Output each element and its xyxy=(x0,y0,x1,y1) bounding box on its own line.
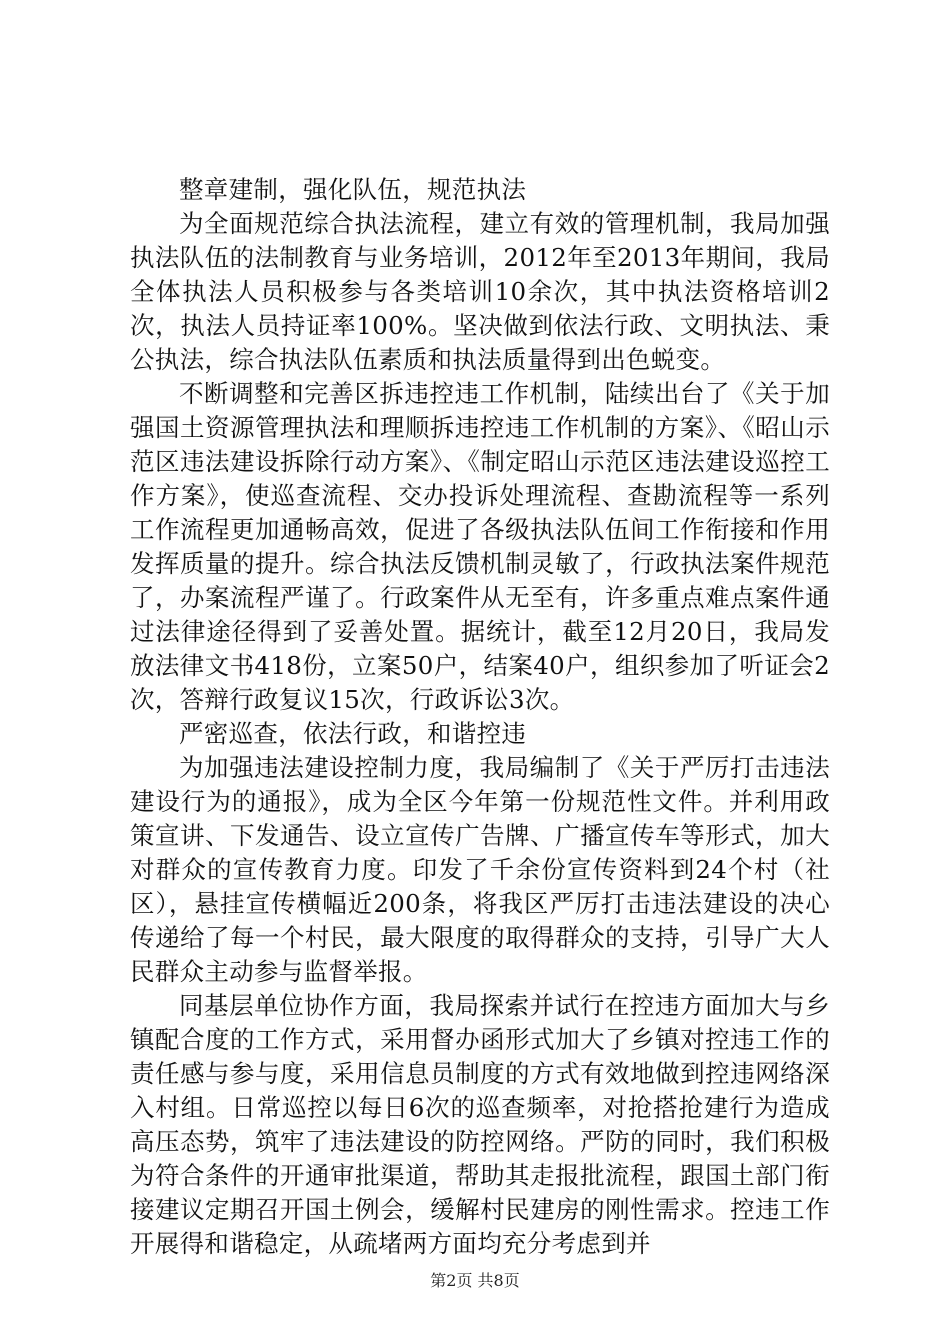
body-paragraph: 不断调整和完善区拆违控违工作机制，陆续出台了《关于加强国土资源管理执法和理顺拆违控违工作机制的方案》、《昭山示范区违法建设拆除行动方案》、《制定昭山示范区违法建设巡控工作方案》，使巡查流程、交办投诉处理流程、查勘流程等一系列工作流程更加通畅高效，促进了各级执法队伍间工作衔接和作用发挥质量的提升。综合执法反馈机制灵敏了，行政执法案件规范了，办案流程严谨了。行政案件从无至有，许多重点难点案件通过法律途径得到了妥善处置。据统计，截至12月20日，我局发放法律文书418份，立案50户，结案40户，组织参加了听证会2次，答辩行政复议15次，行政诉讼3次。 xyxy=(130,379,830,714)
section-heading: 严密巡查，依法行政，和谐控违 xyxy=(179,719,527,748)
body-paragraph: 同基层单位协作方面，我局探索并试行在控违方面加大与乡镇配合度的工作方式，采用督办函形式加大了乡镇对控违工作的责任感与参与度，采用信息员制度的方式有效地做到控违网络深入村组。日常巡控以每日6次的巡查频率，对抢搭抢建行为造成高压态势，筑牢了违法建设的防控网络。严防的同时，我们积极为符合条件的开通审批渠道，帮助其走报批流程，跟国土部门衔接建议定期召开国土例会，缓解村民建房的刚性需求。控违工作开展得和谐稳定，从疏堵两方面均充分考虑到并 xyxy=(130,991,830,1258)
body-paragraph: 为加强违法建设控制力度，我局编制了《关于严厉打击违法建设行为的通报》，成为全区今年第一份规范性文件。并利用政策宣讲、下发通告、设立宣传广告牌、广播宣传车等形式，加大对群众的宣传教育力度。印发了千余份宣传资料到24个村（社区），悬挂宣传横幅近200条，将我区严厉打击违法建设的决心传递给了每一个村民，最大限度的取得群众的支持，引导广大人民群众主动参与监督举报。 xyxy=(130,753,830,986)
body-paragraph: 为全面规范综合执法流程，建立有效的管理机制，我局加强执法队伍的法制教育与业务培训，2012年至2013年期间，我局全体执法人员积极参与各类培训10余次，其中执法资格培训2次，执法人员持证率100%。坚决做到依法行政、文明执法、秉公执法，综合执法队伍素质和执法质量得到出色蜕变。 xyxy=(130,209,830,374)
document-body xyxy=(130,173,830,1261)
page-number-footer: 第2页 共8页 xyxy=(430,1271,520,1290)
section-heading: 整章建制，强化队伍，规范执法 xyxy=(179,175,527,204)
